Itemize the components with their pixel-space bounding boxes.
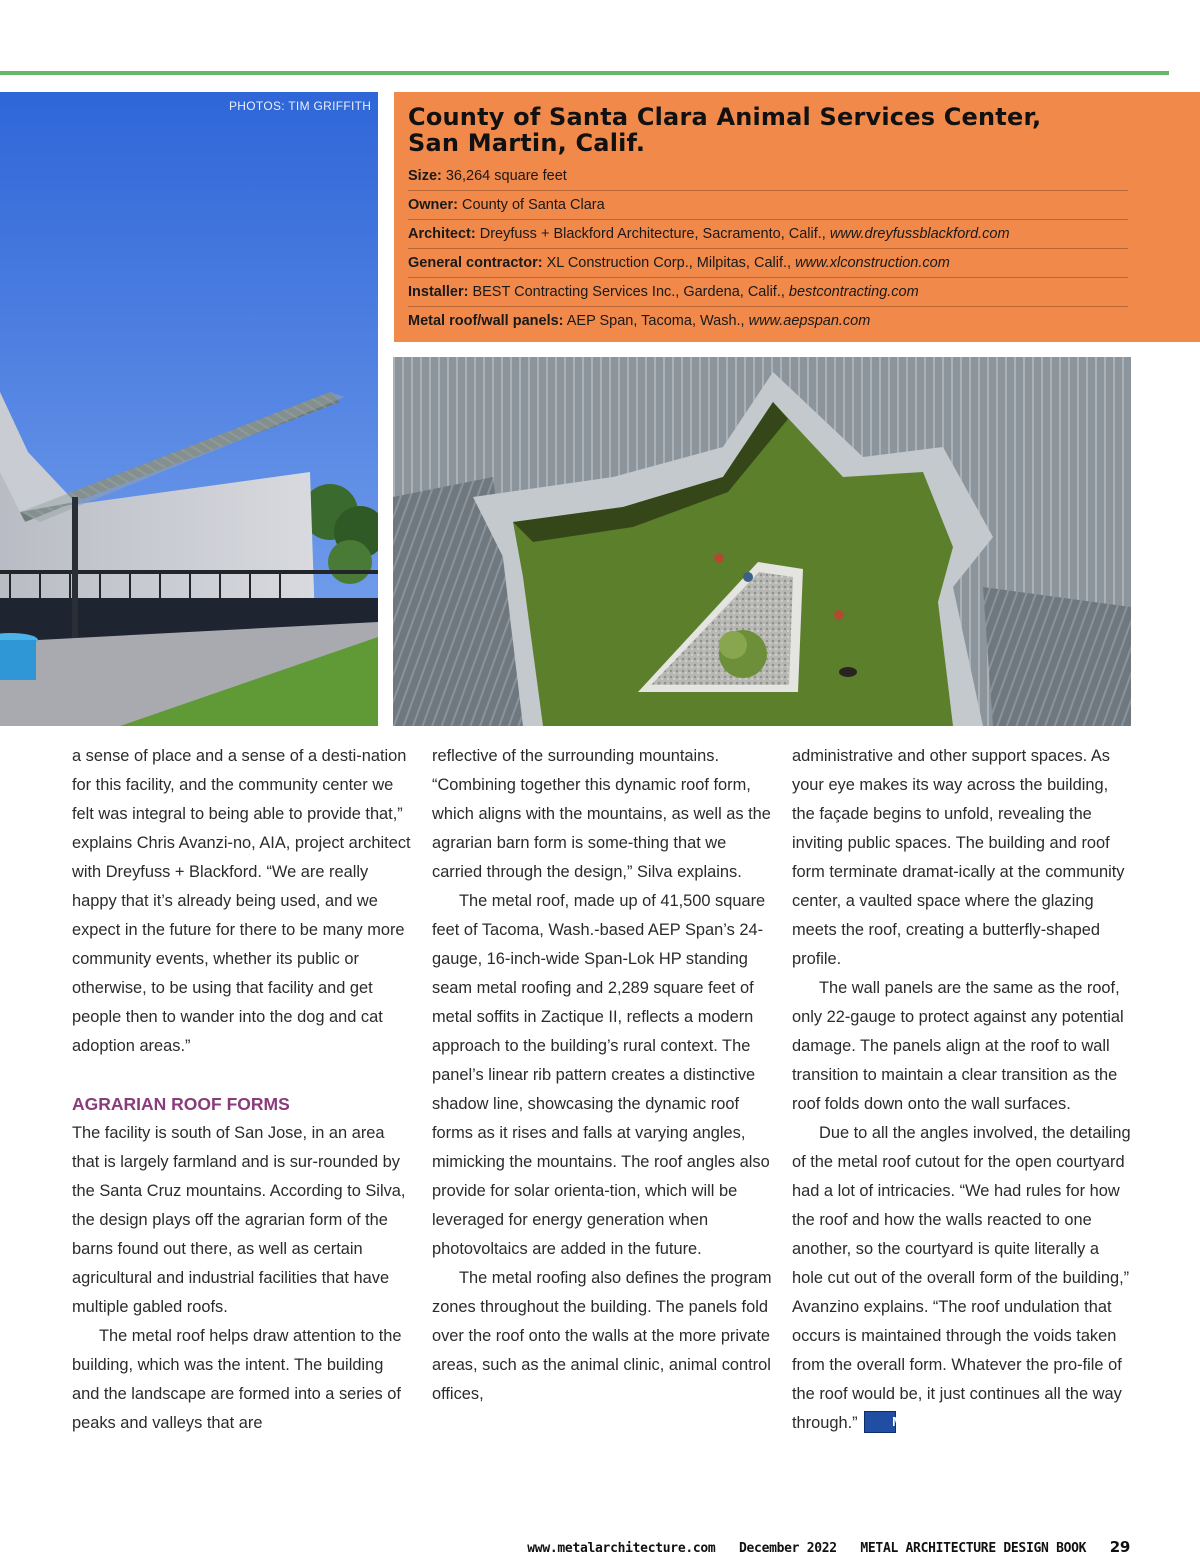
aerial-courtyard-photo bbox=[393, 357, 1131, 726]
installer-link[interactable]: bestcontracting.com bbox=[788, 284, 919, 300]
footer-publication: METAL ARCHITECTURE DESIGN BOOK bbox=[860, 1541, 1087, 1556]
info-architect: Architect: Dreyfuss + Blackford Architecture, Sacramento, Calif., www.dreyfussblackford.com bbox=[408, 220, 1128, 249]
article-column-3 bbox=[792, 742, 1132, 1438]
architect-link[interactable]: www.dreyfussblackford.com bbox=[829, 226, 1010, 242]
article-paragraph: The facility is south of San Jose, in an area that is largely farmland and is sur-rounded by the Santa Cruz mountains. According to Silva, the design plays off the agrarian form of the barns found out there, as well as certain agricultural and industrial facilities that have multiple gabled roofs. bbox=[72, 1124, 406, 1316]
end-mark-logo-icon: Ma bbox=[864, 1411, 896, 1433]
article-paragraph: administrative and other support spaces. As your eye makes its way across the building, the façade begins to unfold, revealing the inviting public spaces. The building and roof form terminate dramat-ically at the community center, a vaulted space where the glazing meets the roof, creating a butterfly-shaped profile. bbox=[792, 747, 1125, 968]
article-paragraph: reflective of the surrounding mountains. “Combining together this dynamic roof form, which aligns with the mountains, as well as the agrarian barn form is some-thing that we carried through the design,” Silva explains. bbox=[432, 747, 771, 881]
article-column-2 bbox=[432, 742, 772, 1409]
info-general-contractor: General contractor: XL Construction Corp., Milpitas, Calif., www.xlconstruction.com bbox=[408, 249, 1128, 278]
article-paragraph: The metal roofing also defines the program zones throughout the building. The panels fold over the roof onto the walls at the more private areas, such as the animal clinic, animal control offices, bbox=[432, 1269, 772, 1403]
project-title-line2: San Martin, Calif. bbox=[408, 129, 646, 157]
section-subhead: AGRARIAN ROOF FORMS bbox=[72, 1094, 290, 1114]
top-accent-line bbox=[0, 71, 1169, 75]
article-column-1 bbox=[72, 742, 412, 1438]
page-number: 29 bbox=[1109, 1538, 1130, 1556]
project-title bbox=[408, 104, 1128, 156]
info-installer: Installer: BEST Contracting Services Inc., Gardena, Calif., bestcontracting.com bbox=[408, 278, 1128, 307]
project-title-line1: County of Santa Clara Animal Services Center, bbox=[408, 103, 1042, 131]
article-paragraph: The metal roof, made up of 41,500 square feet of Tacoma, Wash.-based AEP Span’s 24-gauge, 16-inch-wide Span-Lok HP standing seam metal roofing and 2,289 square feet of metal soffits in Zactique II, reflects a modern approach to the building’s rural context. The panel’s linear rib pattern creates a distinctive shadow line, showcasing the dynamic roof forms as it rises and falls at varying angles, mimicking the mountains. The roof angles also provide for solar orienta-tion, which will be leveraged for energy generation when photovoltaics are added in the future. bbox=[432, 892, 770, 1258]
footer-date: December 2022 bbox=[738, 1541, 837, 1556]
article-paragraph: The metal roof helps draw attention to the building, which was the intent. The building and the landscape are formed into a series of peaks and valleys that are bbox=[72, 1327, 402, 1432]
building-exterior-photo bbox=[0, 92, 378, 726]
footer-url[interactable]: www.metalarchitecture.com bbox=[527, 1541, 716, 1556]
project-info-box bbox=[394, 92, 1200, 342]
closing-paragraph-text: Due to all the angles involved, the detailing of the metal roof cutout for the open courtyard had a lot of intricacies. “We had rules for how the roof and how the walls reacted to one another, so the courtyard is quite literally a hole cut out of the overall form of the building,” Avanzino explains. “The roof undulation that occurs is maintained through the voids taken from the overall form. Whatever the pro-file of the roof would be, it just continues all the way through.” bbox=[792, 1124, 1131, 1432]
article-paragraph: a sense of place and a sense of a desti-nation for this facility, and the community center we felt was integral to being able to provide that,” explains Chris Avanzi-no, AIA, project architect with Dreyfuss + Blackford. “We are really happy that it’s already being used, and we expect in the future for there to be many more community events, whether its public or otherwise, to be using that facility and get people then to wander into the dog and cat adoption areas.” bbox=[72, 747, 411, 1055]
article-paragraph: The wall panels are the same as the roof, only 22-gauge to protect against any potential damage. The panels align at the roof to wall transition to maintain a clear transition as the roof folds down onto the wall surfaces. bbox=[792, 979, 1124, 1113]
panels-link[interactable]: www.aepspan.com bbox=[748, 313, 871, 329]
page-footer bbox=[511, 1538, 1130, 1556]
info-panels: Metal roof/wall panels: AEP Span, Tacoma, Wash., www.aepspan.com bbox=[408, 313, 871, 329]
info-owner: Owner: County of Santa Clara bbox=[408, 191, 1128, 220]
contractor-link[interactable]: www.xlconstruction.com bbox=[795, 255, 950, 271]
photo-credit: PHOTOS: TIM GRIFFITH bbox=[229, 99, 372, 113]
article-paragraph bbox=[792, 1119, 1132, 1438]
info-size: Size: 36,264 square feet bbox=[408, 162, 1128, 191]
